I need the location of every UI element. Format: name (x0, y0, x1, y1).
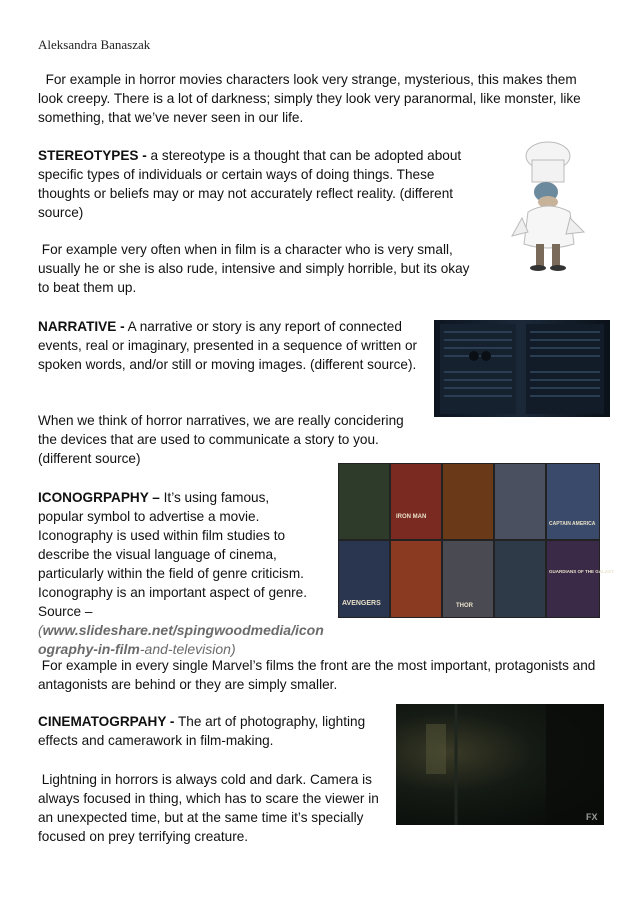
cinematography-heading: CINEMATOGRPAHY - (38, 714, 175, 729)
stereotypes-paragraph: STEREOTYPES - a stereotype is a thought that can be adopted about specific types of individuals or certain ways of doing things. These thoughts or beliefs may or may not accurately reflect reality. (different source) (38, 148, 462, 220)
author-name: Aleksandra Banaszak (38, 37, 151, 52)
poster-label: THOR (456, 603, 473, 609)
dark-door-image (434, 320, 610, 417)
iconography-source-link[interactable]: www.slideshare.net/spingwoodmedia/icon ography-in-film (38, 622, 324, 657)
narrative-paragraph: NARRATIVE - A narrative or story is any report of connected events, real or imaginary, presented in a sequence of written or spoken words, and/or still or moving images. (different source). (38, 319, 418, 372)
poster-label: GUARDIANS OF THE GALAXY (549, 569, 615, 574)
chef-character-image (508, 140, 600, 274)
narrative-heading: NARRATIVE - (38, 319, 125, 334)
cinematography-paragraph: CINEMATOGRPAHY - The art of photography, lighting effects and camerawork in film-making. (38, 714, 366, 748)
cinematography-example: Lightning in horrors is always cold and dark. Camera is always focused in thing, which has to scare the viewer in an unexpected time, but at the same time it’s specially focused on prey terrifying creature. (38, 772, 379, 844)
iconography-paragraph: ICONOGRPAPHY – It’s using famous, popular symbol to advertise a movie. Iconography is used within film studies to describe the visual language of cinema, particularly within the field of genre criticism. Iconography is an important aspect of genre. Source – (www.slideshare.net/spingwoodmedia/icon ography-in-film-and-television) (38, 490, 324, 657)
marvel-posters-grid (338, 463, 615, 618)
poster-label: IRON MAN (396, 514, 427, 520)
stereotypes-heading: STEREOTYPES - (38, 148, 147, 163)
fx-watermark: FX (586, 812, 598, 822)
poster-label: CAPTAIN AMERICA (549, 521, 596, 527)
narrative-example: When we think of horror narratives, we are really concidering the devices that are used to communicate a story to you. (different source) (38, 413, 404, 466)
iconography-example: For example in every single Marvel’s films the front are the most important, protagonists and antagonists are behind or they are simply smaller. (38, 658, 596, 692)
poster-label: AVENGERS (342, 600, 381, 607)
stereotypes-example: For example very often when in film is a character who is very small, usually he or she is also rude, intensive and simply horrible, but its okay to beat them up. (38, 242, 470, 295)
iconography-heading: ICONOGRPAPHY – (38, 490, 160, 505)
horror-paragraph: For example in horror movies characters look very strange, mysterious, this makes them look creepy. There is a lot of darkness; simply they look very paranormal, like monster, like something, that we’ve never seen in our life. (38, 72, 581, 125)
dark-corridor-image (396, 704, 604, 825)
